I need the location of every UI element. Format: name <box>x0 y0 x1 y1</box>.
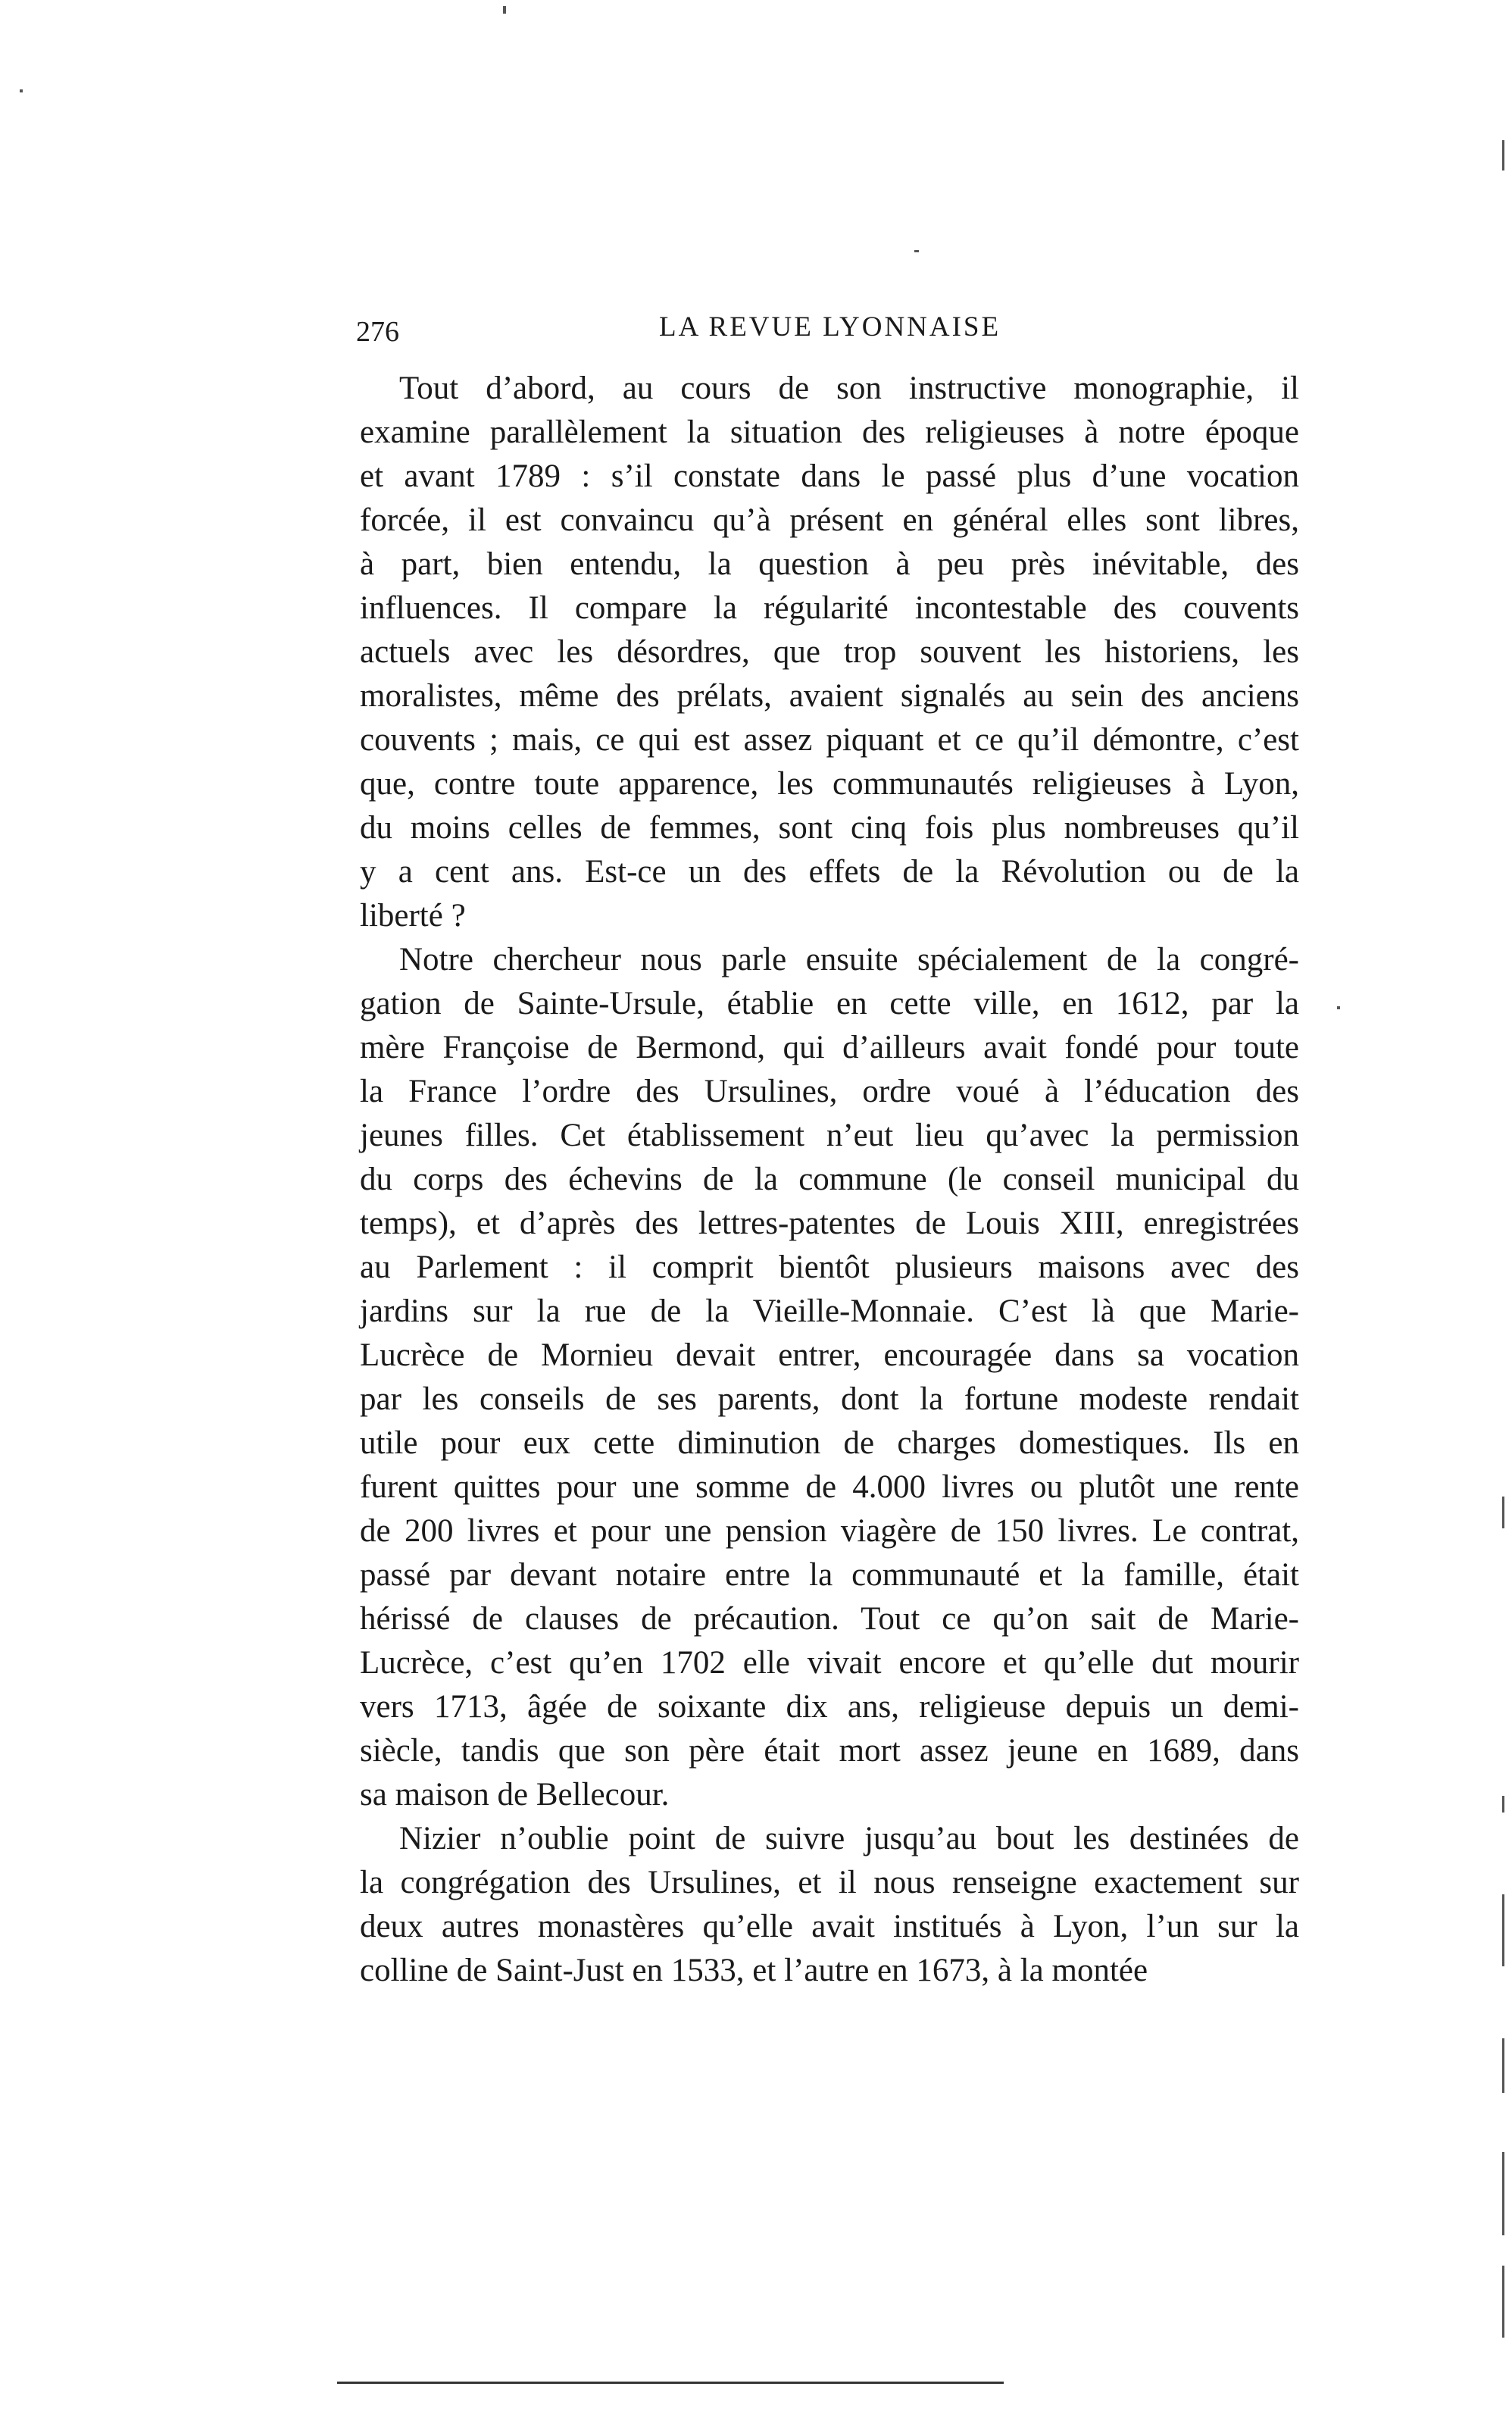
bottom-rule <box>337 2382 1004 2384</box>
text-line: siècle, tandis que son père était mort assez jeune en 1689, dans <box>360 1733 1299 1769</box>
text-line: mère Françoise de Bermond, qui d’ailleurs avait fondé pour toute <box>360 1030 1299 1065</box>
text-line: Nizier n’oublie point de suivre jusqu’au bout les destinées de <box>399 1821 1299 1856</box>
text-line: passé par devant notaire entre la communauté et la famille, était <box>360 1557 1299 1593</box>
text-line: couvents ; mais, ce qui est assez piquant et ce qu’il démontre, c’est <box>360 722 1299 758</box>
text-line: Tout d’abord, au cours de son instructive monographie, il <box>399 371 1299 406</box>
text-line: examine parallèlement la situation des religieuses à notre époque <box>360 414 1299 450</box>
text-line: de 200 livres et pour une pension viagère de 150 livres. Le contrat, <box>360 1513 1299 1549</box>
scan-speck <box>1337 1006 1340 1009</box>
text-line: liberté ? <box>360 898 466 934</box>
text-line: la congrégation des Ursulines, et il nous renseigne exactement sur <box>360 1865 1299 1900</box>
text-line: du corps des échevins de la commune (le conseil municipal du <box>360 1162 1299 1197</box>
running-head <box>356 311 1295 356</box>
page-number: 276 <box>356 316 399 348</box>
text-line: Notre chercheur nous parle ensuite spécialement de la congré- <box>399 942 1299 977</box>
binding-mark <box>1502 140 1504 170</box>
text-line: hérissé de clauses de précaution. Tout ce qu’on sait de Marie- <box>360 1601 1299 1637</box>
scan-speck <box>914 250 919 252</box>
text-line: la France l’ordre des Ursulines, ordre voué à l’éducation des <box>360 1074 1299 1109</box>
text-line: gation de Sainte-Ursule, établie en cette ville, en 1612, par la <box>360 986 1299 1021</box>
body-text <box>360 367 1299 1993</box>
scan-speck <box>503 6 506 14</box>
scan-speck <box>20 89 23 92</box>
text-line: actuels avec les désordres, que trop souvent les historiens, les <box>360 634 1299 670</box>
text-line: temps), et d’après des lettres-patentes de Louis XIII, enregistrées <box>360 1206 1299 1241</box>
running-title: LA REVUE LYONNAISE <box>659 311 1001 342</box>
binding-mark <box>1502 2266 1504 2338</box>
text-line: à part, bien entendu, la question à peu près inévitable, des <box>360 546 1299 582</box>
paragraph-1 <box>360 367 1299 938</box>
text-line: sa maison de Bellecour. <box>360 1777 670 1813</box>
text-line: et avant 1789 : s’il constate dans le passé plus d’une vocation <box>360 458 1299 494</box>
binding-mark <box>1502 2038 1504 2093</box>
text-line: Lucrèce de Mornieu devait entrer, encouragée dans sa vocation <box>360 1337 1299 1373</box>
text-line: par les conseils de ses parents, dont la fortune modeste rendait <box>360 1381 1299 1417</box>
text-line: jeunes filles. Cet établissement n’eut lieu qu’avec la permission <box>360 1118 1299 1153</box>
binding-mark <box>1502 1894 1504 1966</box>
text-line: deux autres monastères qu’elle avait institués à Lyon, l’un sur la <box>360 1909 1299 1944</box>
binding-mark <box>1502 1497 1504 1528</box>
text-line: colline de Saint-Just en 1533, et l’autre en 1673, à la montée <box>360 1953 1148 1988</box>
text-line: utile pour eux cette diminution de charges domestiques. Ils en <box>360 1425 1299 1461</box>
binding-mark <box>1502 1796 1504 1813</box>
text-line: furent quittes pour une somme de 4.000 livres ou plutôt une rente <box>360 1469 1299 1505</box>
paragraph-3 <box>360 1817 1299 1993</box>
text-line: que, contre toute apparence, les communautés religieuses à Lyon, <box>360 766 1299 802</box>
text-line: y a cent ans. Est-ce un des effets de la Révolution ou de la <box>360 854 1299 890</box>
text-line: forcée, il est convaincu qu’à présent en général elles sont libres, <box>360 502 1299 538</box>
text-line: Lucrèce, c’est qu’en 1702 elle vivait encore et qu’elle dut mourir <box>360 1645 1299 1681</box>
text-line: du moins celles de femmes, sont cinq fois plus nombreuses qu’il <box>360 810 1299 846</box>
text-line: au Parlement : il comprit bientôt plusieurs maisons avec des <box>360 1250 1299 1285</box>
text-line: vers 1713, âgée de soixante dix ans, religieuse depuis un demi- <box>360 1689 1299 1725</box>
binding-mark <box>1502 2152 1504 2235</box>
text-line: moralistes, même des prélats, avaient signalés au sein des anciens <box>360 678 1299 714</box>
text-line: jardins sur la rue de la Vieille-Monnaie. C’est là que Marie- <box>360 1293 1299 1329</box>
paragraph-2 <box>360 938 1299 1817</box>
text-line: influences. Il compare la régularité incontestable des couvents <box>360 590 1299 626</box>
